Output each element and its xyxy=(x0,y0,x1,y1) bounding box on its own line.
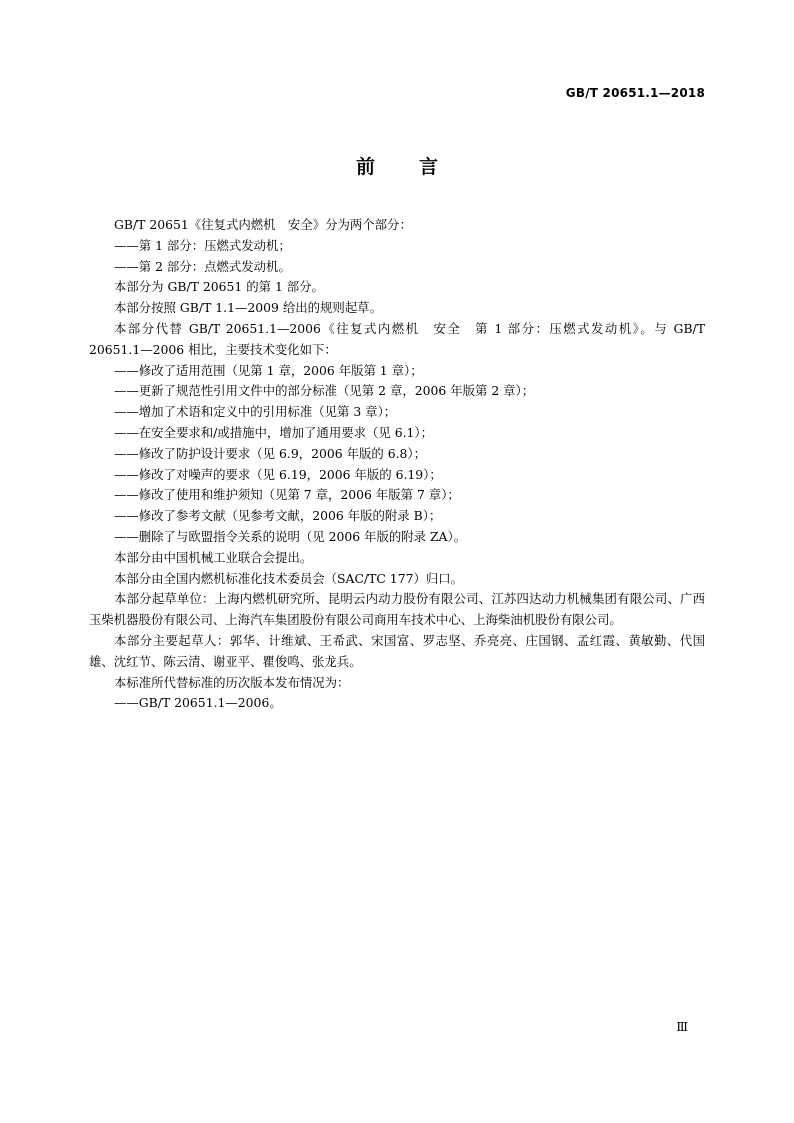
paragraph: 本部分为 GB/T 20651 的第 1 部分。 xyxy=(114,279,324,295)
paragraph: 本部分起草单位：上海内燃机研究所、昆明云内动力股份有限公司、江苏四达动力机械集团有限公司、广西玉柴机器股份有限公司、上海汽车集团股份有限公司商用车技术中心、上海柴油机股份有限公司。 xyxy=(89,591,705,628)
list-item: ——修改了使用和维护须知（见第 7 章，2006 年版第 7 章）； xyxy=(114,487,460,503)
list-item: ——修改了对噪声的要求（见 6.19，2006 年版的 6.19）； xyxy=(114,466,442,482)
page-number: Ⅲ xyxy=(676,1020,688,1034)
paragraph: 本部分由全国内燃机标准化技术委员会（SAC/TC 177）归口。 xyxy=(114,570,464,586)
paragraph: 本标准所代替标准的历次版本发布情况为： xyxy=(114,674,350,690)
list-item: ——第 2 部分：点燃式发动机。 xyxy=(114,258,291,274)
paragraph: 本部分按照 GB/T 1.1—2009 给出的规则起草。 xyxy=(114,300,382,316)
paragraph: 本部分主要起草人：郭华、计维斌、王希武、宋国富、罗志坚、乔亮亮、庄国钢、孟红霞、黄敏勤、代国雄、沈红节、陈云清、谢亚平、瞿俊鸣、张龙兵。 xyxy=(89,632,705,669)
foreword-body xyxy=(89,215,705,714)
list-item: ——增加了术语和定义中的引用标准（见第 3 章）； xyxy=(114,404,397,420)
list-item: ——更新了规范性引用文件中的部分标准（见第 2 章，2006 年版第 2 章）； xyxy=(114,383,535,399)
paragraph: GB/T 20651《往复式内燃机 安全》分为两个部分： xyxy=(114,217,412,232)
list-item: ——修改了防护设计要求（见 6.9，2006 年版的 6.8）； xyxy=(114,445,426,461)
list-item: ——修改了参考文献（见参考文献，2006 年版的附录 B）； xyxy=(114,508,442,524)
page-title: 前言 xyxy=(355,156,482,178)
list-item: ——删除了与欧盟指令关系的说明（见 2006 年版的附录 ZA）。 xyxy=(114,528,467,544)
list-item: ——第 1 部分：压燃式发动机； xyxy=(114,237,291,253)
paragraph: 本部分代替 GB/T 20651.1—2006《往复式内燃机 安全 第 1 部分：压燃式发动机》。与 GB/T 20651.1—2006 相比，主要技术变化如下： xyxy=(89,320,705,357)
paragraph: 本部分由中国机械工业联合会提出。 xyxy=(114,549,313,565)
list-item: ——修改了适用范围（见第 1 章，2006 年版第 1 章）； xyxy=(114,362,423,378)
list-item: ——GB/T 20651.1—2006。 xyxy=(114,695,282,711)
standard-code: GB/T 20651.1—2018 xyxy=(565,86,705,100)
list-item: ——在安全要求和/或措施中，增加了通用要求（见 6.1）； xyxy=(114,424,433,440)
